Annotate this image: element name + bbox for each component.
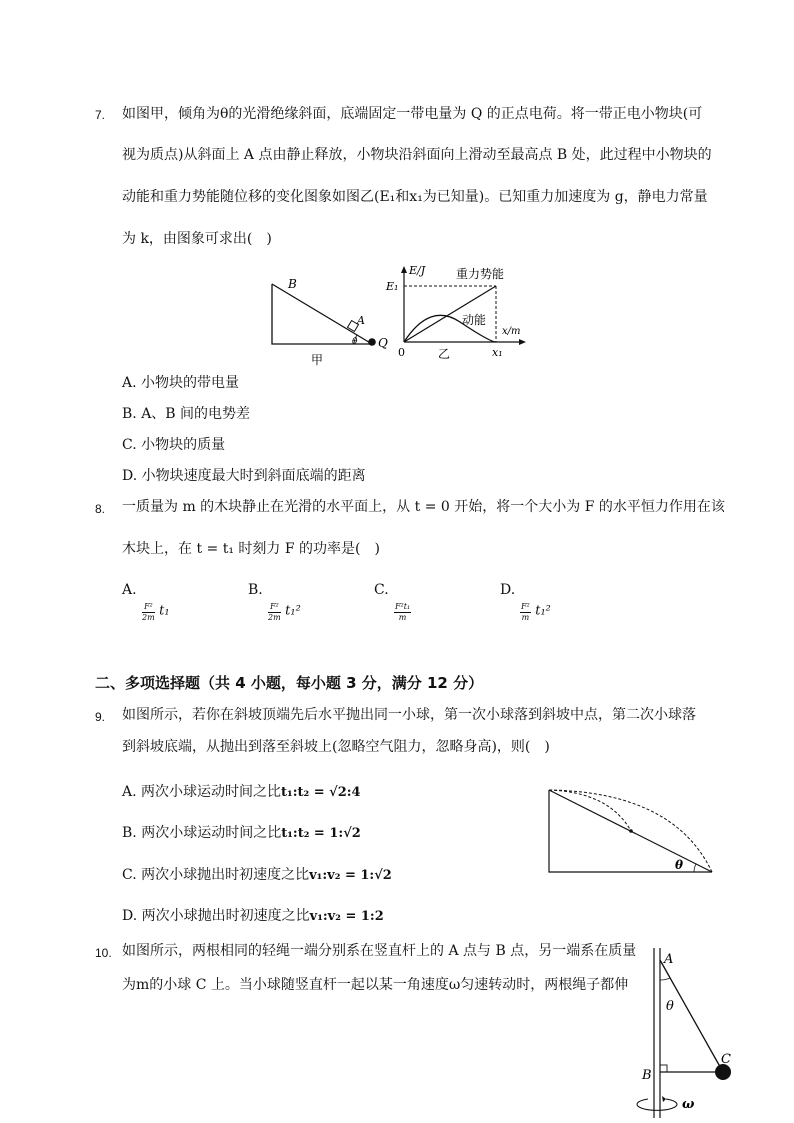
- q9-line1: 如图所示，若你在斜坡顶端先后水平抛出同一小球，第一次小球落到斜坡中点，第二次小球落: [122, 707, 696, 723]
- frac-den: 2m: [268, 613, 281, 622]
- section-title: 二、多项选择题（共 4 小题，每小题 3 分，满分 12 分）: [95, 674, 484, 692]
- q10-line1: 如图所示，两根相同的轻绳一端分别系在竖直杆上的 A 点与 B 点，另一端系在质量: [122, 943, 637, 959]
- q9-option-d[interactable]: [122, 905, 384, 925]
- q8-option-d-label: D.: [500, 582, 516, 598]
- q9-option-c[interactable]: [122, 864, 392, 884]
- q8-option-c[interactable]: [374, 582, 411, 623]
- caption-yi: 乙: [438, 347, 451, 361]
- q10-line2: 为m的小球 C 上。当小球随竖直杆一起以某一角速度ω匀速转动时，两根绳子都伸: [122, 977, 629, 993]
- q7-option-b[interactable]: B. A、B 间的电势差: [122, 406, 251, 422]
- q7-line1: 如图甲，倾角为θ的光滑绝缘斜面，底端固定一带电量为 Q 的正点电荷。将一带正电小物块(可: [122, 106, 703, 122]
- q8-option-a[interactable]: [122, 582, 170, 623]
- q9-option-b[interactable]: [122, 822, 361, 842]
- label-theta: θ: [666, 999, 674, 1014]
- q7-line2: 视为质点)从斜面上 A 点由静止释放，小物块沿斜面向上滑动至最高点 B 处，此过程中小物块的: [122, 147, 712, 163]
- label-B: B: [288, 277, 297, 291]
- label-theta: θ: [675, 858, 684, 872]
- q8-option-b-label: B.: [248, 582, 263, 598]
- frac-den: 2m: [142, 613, 155, 622]
- q9-option-d-math: v₁:v₂ = 1:2: [309, 909, 384, 924]
- q9-option-a-text: A. 两次小球运动时间之比: [122, 784, 282, 800]
- q8-option-d-tail: t₁²: [535, 603, 551, 619]
- frac-num: F²: [521, 602, 530, 611]
- label-A: A: [357, 314, 365, 327]
- q9-option-c-math: v₁:v₂ = 1:√2: [309, 868, 392, 883]
- q9-option-c-text: C. 两次小球抛出时初速度之比: [122, 867, 310, 883]
- q7-figure-incline: [266, 272, 399, 372]
- q7-line3: 动能和重力势能随位移的变化图象如图乙(E₁和x₁为已知量)。已知重力加速度为 g，静电力常量: [122, 189, 708, 205]
- frac-num: F²: [143, 602, 153, 611]
- q7-option-c[interactable]: C. 小物块的质量: [122, 437, 226, 453]
- q9-number: 9.: [95, 710, 106, 724]
- q8-option-b-tail: t₁²: [285, 603, 301, 619]
- q7-figure-energy-graph: [380, 262, 530, 370]
- q8-option-a-tail: t₁: [159, 603, 170, 619]
- q8-option-a-label: A.: [122, 582, 137, 598]
- label-Q: Q: [378, 336, 388, 350]
- label-x1: x₁: [492, 346, 503, 359]
- label-xm: x/m: [502, 326, 521, 337]
- q8-line2: 木块上，在 t = t₁ 时刻力 F 的功率是( ): [122, 541, 380, 557]
- label-C: C: [721, 1052, 731, 1067]
- label-E1: E₁: [386, 280, 399, 293]
- q10-figure-rotating-rod: [626, 942, 746, 1123]
- q7-line4: 为 k，由图象可求出( ): [122, 231, 272, 247]
- q7-option-a[interactable]: A. 小物块的带电量: [122, 375, 240, 391]
- frac-num: F²: [269, 602, 279, 611]
- q9-option-a-math: t₁:t₂ = √2:4: [281, 785, 361, 800]
- q9-line2: 到斜坡底端，从抛出到落至斜坡上(忽略空气阻力，忽略身高)，则( ): [122, 739, 550, 755]
- q7-option-d[interactable]: D. 小物块速度最大时到斜面底端的距离: [122, 468, 366, 484]
- q8-option-d[interactable]: [500, 582, 551, 623]
- q9-figure-slope: [544, 782, 719, 878]
- q8-option-b[interactable]: [248, 582, 301, 623]
- label-theta: θ: [352, 337, 358, 347]
- q8-option-c-label: C.: [374, 582, 389, 598]
- q9-option-b-math: t₁:t₂ = 1:√2: [281, 826, 361, 841]
- label-omega: ω: [682, 1097, 695, 1112]
- label-gravity-pe: 重力势能: [456, 267, 505, 281]
- q8-number: 8.: [95, 502, 106, 516]
- q7-number: 7.: [95, 108, 106, 122]
- label-B: B: [642, 1068, 652, 1083]
- frac-den: m: [398, 613, 407, 622]
- q10-number: 10.: [95, 946, 112, 960]
- label-A: A: [664, 952, 674, 967]
- q8-line1: 一质量为 m 的木块静止在光滑的水平面上，从 t = 0 开始，将一个大小为 F 的水平恒力作用在该: [122, 499, 725, 515]
- frac-num: F²t₁: [395, 602, 411, 611]
- label-kinetic: 动能: [462, 313, 487, 327]
- label-EJ: E/J: [409, 264, 426, 277]
- q9-option-a[interactable]: [122, 781, 361, 801]
- label-origin: 0: [398, 346, 405, 359]
- caption-jia: 甲: [311, 353, 324, 367]
- q9-option-b-text: B. 两次小球运动时间之比: [122, 825, 282, 841]
- frac-den: m: [521, 613, 530, 622]
- q9-option-d-text: D. 两次小球抛出时初速度之比: [122, 908, 310, 924]
